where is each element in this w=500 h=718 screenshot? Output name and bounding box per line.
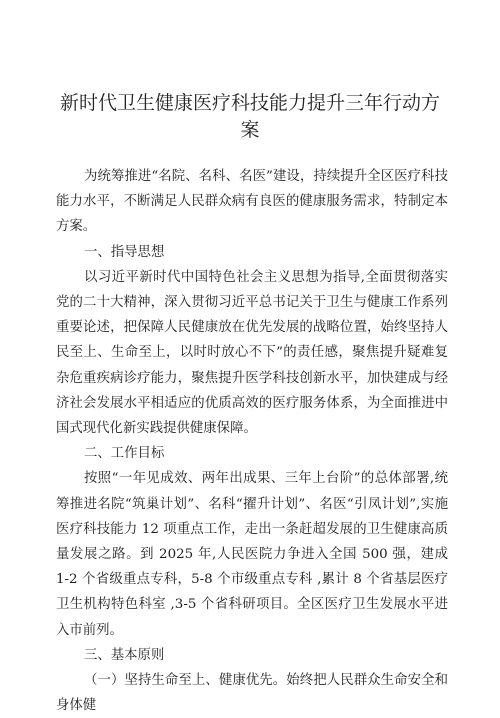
document-body — [56, 164, 448, 718]
work-goals-paragraph: 按照“一年见成效、两年出成果、三年上台阶”的总体部署,统筹推进名院“筑巢计划”、名科“擢升计划”、名医“引凤计划”,实施医疗科技能力 12 项重点工作，走出一条赶超发展的卫生健康高质量发展之路。到 2025 年,人民医院力争进入全国 500 强，建成 1-2 个省级重点专科，5-8 个市级重点专科 ,累计 8 个省基层医疗卫生机构特色科室 ,3-5 个省科研项目。全区医疗卫生发展水平进入市前列。 — [56, 471, 448, 638]
section-heading-guiding-ideology: 一、指导思想 — [84, 244, 165, 260]
section-heading-work-goals: 二、工作目标 — [84, 446, 165, 462]
document-title — [60, 90, 440, 144]
section-heading-basic-principles: 三、基本原则 — [84, 647, 165, 663]
basic-principles-paragraph: （一）坚持生命至上、健康优先。始终把人民群众生命安全和身体健 — [56, 673, 448, 714]
guiding-ideology-paragraph: 以习近平新时代中国特色社会主义思想为指导,全面贯彻落实党的二十大精神，深入贯彻习近平总书记关于卫生与健康工作系列重要论述，把保障人民健康放在优先发展的战略位置，始终坚持人民至上、生命至上，以时时放心不下”的责任感，聚焦提升疑难复杂危重疾病诊疗能力，聚焦提升医学科技创新水平，加快建成与经济社会发展水平相适应的优质高效的医疗服务体系，为全面推进中国式现代化新实践提供健康保障。 — [56, 269, 448, 437]
intro-paragraph: 为统筹推进“名院、名科、名医”建设，持续提升全区医疗科技能力水平，不断满足人民群众病有良医的健康服务需求，特制定本方案。 — [56, 169, 448, 235]
title-line-1: 新时代卫生健康医疗科技能力提升三年行动方 — [60, 92, 441, 114]
title-line-2: 案 — [240, 119, 260, 141]
